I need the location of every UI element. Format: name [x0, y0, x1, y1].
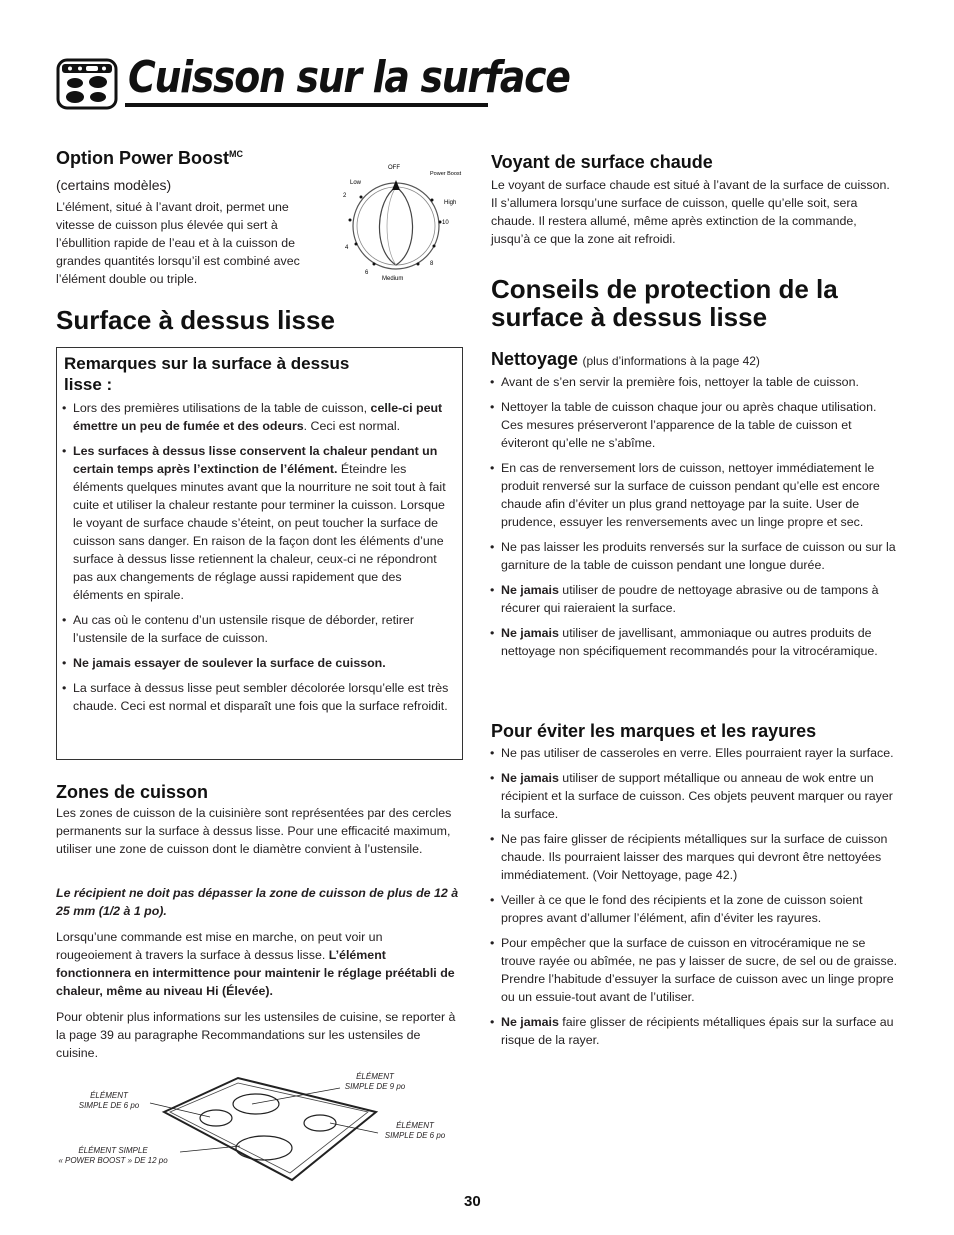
zones-heading: Zones de cuisson	[56, 782, 209, 802]
list-item: • Ne jamais faire glisser de récipients métalliques épais sur la surface au risque de la rayer.	[490, 1013, 900, 1049]
knob-10-label: 10	[442, 220, 449, 226]
knob-medium-label: Medium	[382, 276, 404, 282]
control-knob-diagram	[336, 160, 466, 290]
zones-paragraph-3: Lorsqu’une commande est mise en marche, on peut voir un rougeoiement à travers la surface à dessus lisse. L’élément fonctionnera en intermittence pour maintenir le réglage préétabli de chaleur, même au niveau Hi (Élevée).	[56, 930, 455, 998]
list-item: • Veiller à ce que le fond des récipients et la zone de cuisson soient propres avant d’allumer l’élément, afin d’éviter les rayures.	[490, 891, 900, 927]
list-item: • Les surfaces à dessus lisse conservent la chaleur pendant un certain temps après l’extinction de l’élément. Éteindre les éléments quelques minutes avant que la nourriture ne soit tout à fait cuite et utiliser la chaleur restante pour terminer la cuisson. Lorsque le voyant de surface chaude s’éteint, on peut toucher la surface de cuisson sans danger. En raison de la façon dont les éléments d’une surface à dessus lisse retiennent la chaleur, ceux-ci ne répondront pas aux changements de réglage aussi rapidement que des éléments en spirale.	[62, 442, 454, 604]
diagram-label-bottom-left: ÉLÉMENT SIMPLE « POWER BOOST » DE 12 po	[58, 1146, 168, 1165]
list-item: • Nettoyer la table de cuisson chaque jour ou après chaque utilisation. Ces mesures préserveront l’apparence de la table de cuisson et éviteront qu’elle ne s’abîme.	[490, 398, 900, 452]
knob-2-label: 2	[343, 193, 347, 199]
power-boost-heading: Option Power Boost$^{MC}$	[56, 148, 243, 168]
list-item: • Au cas où le contenu d’un ustensile risque de déborder, retirer l’ustensile de la surface de cuisson.	[62, 611, 454, 647]
page-number: 30	[464, 1193, 481, 1210]
knob-4-label: 4	[345, 245, 349, 251]
diagram-label-top-right: ÉLÉMENT SIMPLE DE 9 po	[344, 1072, 406, 1091]
knob-power-boost-label: Power Boost	[430, 171, 462, 177]
list-item: • Ne jamais essayer de soulever la surface de cuisson.	[62, 654, 454, 672]
title-underline	[125, 103, 488, 107]
notes-box-heading: Remarques sur la surface à dessus lisse :	[64, 354, 350, 394]
diagram-label-top-left: ÉLÉMENT SIMPLE DE 6 po	[78, 1091, 140, 1110]
knob-off-label: OFF	[388, 165, 400, 171]
knob-6-label: 6	[365, 270, 369, 276]
hot-light-heading: Voyant de surface chaude	[491, 152, 713, 172]
list-item: • Ne jamais utiliser de poudre de nettoyage abrasive ou de tampons à récurer qui raieraient la surface.	[490, 581, 900, 617]
page-title: Cuisson sur la surface	[128, 52, 570, 103]
knob-high-label: High	[444, 200, 457, 206]
smooth-top-notes-list	[62, 399, 454, 722]
list-item: • En cas de renversement lors de cuisson, nettoyer immédiatement le produit renversé sur la surface de cuisson pendant qu’elle est encore chaude afin d’éviter un plus grand nettoyage par la suite. User de prudence, essuyer les renversements avec un linge propre et sec.	[490, 459, 900, 531]
list-item: • La surface à dessus lisse peut sembler décolorée lorsqu’elle est très chaude. Ceci est normal et disparaît une fois que la surface refroidit.	[62, 679, 454, 715]
cleaning-heading: Nettoyage (plus d’informations à la page 42)	[491, 349, 760, 369]
list-item: • Lors des premières utilisations de la table de cuisson, celle-ci peut émettre un peu de fumée et des odeurs. Ceci est normal.	[62, 399, 454, 435]
list-item: • Avant de s’en servir la première fois, nettoyer la table de cuisson.	[490, 373, 900, 391]
marks-list	[490, 744, 900, 1056]
list-item: • Ne pas laisser les produits renversés sur la surface de cuisson ou sur la garniture de la table de cuisson pendant une longue durée.	[490, 538, 900, 574]
knob-8-label: 8	[430, 261, 434, 267]
list-item: • Ne jamais utiliser de javellisant, ammoniaque ou autres produits de nettoyage non spécifiquement recommandés pour la vitrocéramique.	[490, 624, 900, 660]
power-boost-subheading: (certains modèles)	[56, 177, 172, 193]
list-item: • Pour empêcher que la surface de cuisson en vitrocéramique ne se trouve rayée ou abîmée, ne pas y laisser de sucre, de sel ou de graisse. Prendre l’habitude d’essuyer la surface de cuisson avec un linge propre ou un essuie-tout avant de l’utiliser.	[490, 934, 900, 1006]
power-boost-text: L’élément, situé à l’avant droit, permet une vitesse de cuisson plus élevée qui sert à l’ébullition rapide de l’eau et à la cuisson de grandes quantités lorsqu’il est combiné avec l’élément double ou triple.	[56, 200, 300, 286]
list-item: • Ne jamais utiliser de support métallique ou anneau de wok entre un récipient et la surface de cuisson. Ces objets peuvent marquer ou rayer la surface.	[490, 769, 900, 823]
zones-warning: Le récipient ne doit pas dépasser la zone de cuisson de plus de 12 à 25 mm (1/2 à 1 po).	[56, 886, 459, 918]
list-item: • Ne pas utiliser de casseroles en verre. Elles pourraient rayer la surface.	[490, 744, 900, 762]
protection-heading: Conseils de protection de la surface à dessus lisse	[491, 274, 838, 332]
knob-low-label: Low	[350, 180, 362, 186]
cooktop-icon	[56, 58, 118, 115]
cleaning-list	[490, 373, 900, 667]
zones-paragraph-1: Les zones de cuisson de la cuisinière sont représentées par des cercles permanents sur la surface à dessus lisse. Pour une efficacité maximum, utiliser une zone de cuisson dont le diamètre convient à l’ustensile.	[56, 806, 452, 856]
list-item: • Ne pas faire glisser de récipients métalliques sur la surface de cuisson chaude. Ils pourraient laisser des marques qui devront être nettoyées immédiatement. (Voir Nettoyage, page 42.)	[490, 830, 900, 884]
hot-light-text: Le voyant de surface chaude est situé à l’avant de la surface de cuisson. Il s’allumera lorsqu’une surface de cuisson, quelle qu’elle soit, sera chaude. Il restera allumé, même après extinction de la commande, jusqu’à ce que la zone ait refroidi.	[491, 178, 890, 246]
diagram-label-right: ÉLÉMENT SIMPLE DE 6 po	[384, 1121, 446, 1140]
marks-heading: Pour éviter les marques et les rayures	[491, 721, 817, 741]
zones-paragraph-4: Pour obtenir plus informations sur les ustensiles de cuisine, se reporter à la page 39 au paragraphe Recommandations sur les ustensiles de cuisine.	[56, 1010, 456, 1060]
smooth-top-heading: Surface à dessus lisse	[56, 305, 335, 335]
